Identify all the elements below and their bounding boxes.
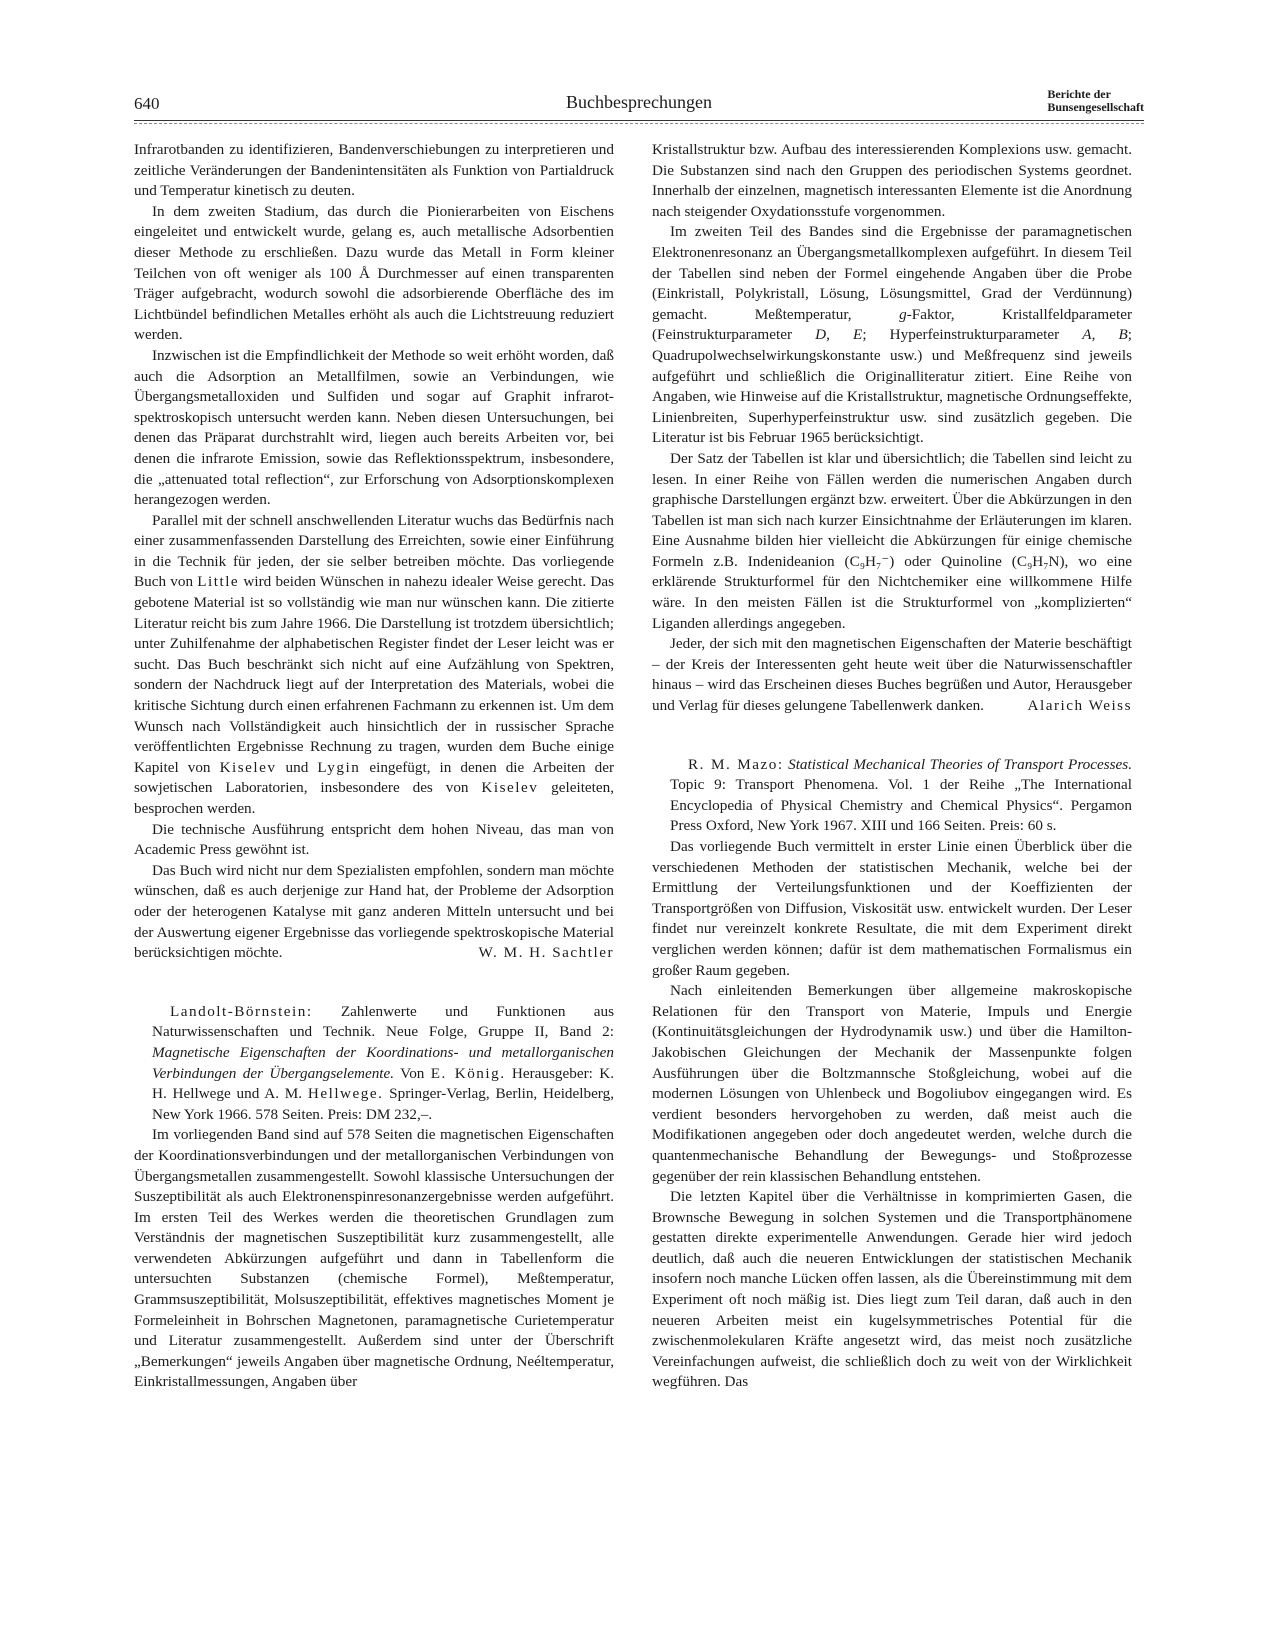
header-rule-dashed <box>134 123 1144 124</box>
review3-paragraph-2: Nach einleitenden Bemerkungen über allgemeine makroskopische Relationen für den Transport von Materie, Impuls und Energie (Kontinuitätsgleichungen der Hydrodynamik usw.) und über die Hamilton-Jakobischen Gleichungen der Mechanik der Massenpunkte folgen Ausführungen über die Boltzmannsche Stoßgleichung, wobei auf die modernen Lösungen von Uhlenbeck und Bogoliubov eingegangen wird. Es verdient besonders hervorgehoben zu werden, daß meist auch die Modifikationen angegeben oder doch angedeutet werden, welche durch die quantenmechanische Behandlung der Bewegungs- und Stoßprozesse gegenüber der rein klassischen Behandlung entstehen. <box>652 982 1132 1185</box>
review1-paragraph-5: Die technische Ausführung entspricht dem hohen Niveau, das man von Academic Press gewöhnt ist. <box>134 820 614 859</box>
review2-paragraph-4: Der Satz der Tabellen ist klar und übersichtlich; die Tabellen sind leicht zu lesen. In einer Reihe von Fällen werden die numerischen Angaben durch graphische Darstellungen ergänzt bzw. erweitert. Über die Abkürzungen in den Tabellen ist man sich nach kurzer Einsichtnahme der Erläuterungen im klaren. Eine Ausnahme bilden hier vielleicht die Abkürzungen für einige chemische Formeln z.B. Indenideanion (C₉H₇⁻) oder Quinoline (C₉H₇N), wo eine erklärende Strukturformel für den Nichtchemiker eine willkommene Hilfe wäre. In den meisten Fällen ist die Strukturformel von „komplizierten“ Liganden allerdings angegeben. <box>652 449 1132 632</box>
book-title: Magnetische Eigenschaften der Koordinations- und metallorganischen Verbindungen der Übergangselemente. <box>152 1043 614 1082</box>
author-name: Kiselev <box>481 779 539 797</box>
review2-reference: Landolt-Börnstein: Zahlenwerte und Funktionen aus Naturwissenschaften und Technik. Neue Folge, Gruppe II, Band 2: Magnetische Eigenschaften der Koordinations- und metallorganischen Verbindungen der Übergangselemente. Von E. König. Herausgeber: K. H. Hellwege und A. M. Hellwege. Springer-Verlag, Berlin, Heidelberg, New York 1966. 578 Seiten. Preis: DM 232,–. <box>152 1002 615 1123</box>
review1-paragraph-4: Parallel mit der schnell anschwellenden Literatur wuchs das Bedürfnis nach einer zusammenfassenden Darstellung des Erreichten, sowie einer Einführung in die Technik für jeden, der sie selber betreiben möchte. Das vorliegende Buch von Little wird beiden Wünschen in nahezu idealer Weise gerecht. Das gebotene Material ist so vollständig wie man nur wünschen kann. Die zitierte Literatur reicht bis zum Jahre 1966. Die Darstellung ist trotzdem übersichtlich; unter Zuhilfenahme der alphabetischen Register findet der Leser leicht was er sucht. Das Buch beschränkt sich nicht auf eine Aufzählung von Spektren, sondern der Nachdruck liegt auf der Interpretation des Materials, wobei die kritische Sichtung durch einen erfahrenen Fachmann zu erkennen ist. Um dem Wunsch nach Vollständigkeit auch hinsichtlich der in russischer Sprache veröffentlichten Ergebnisse Rechnung zu tragen, wurden dem Buche einige Kapitel von Kiselev und Lygin eingefügt, in denen die Arbeiten der sowjetischen Laboratorien, insbesondere des von Kiselev geleiteten, besprochen werden. <box>134 511 615 817</box>
review1-signature: W. M. H. Sachtler <box>478 944 614 962</box>
review2-paragraph-1: Im vorliegenden Band sind auf 578 Seiten die magnetischen Eigenschaften der Koordinationsverbindungen und der metallorganischen Verbindungen von Übergangsmetallen zusammengestellt. Sowohl klassische Untersuchungen der Suszeptibilität als auch Elektronenspinresonanzergebnisse werden aufgeführt. Im ersten Teil des Werkes werden die theoretischen Grundlagen zum Verständnis der magnetischen Suszeptibilität kurz zusammengestellt, alle verwendeten Abkürzungen aufgeführt und dann in Tabellenform die untersuchten Substanzen (chemische Formel), Meßtemperatur, Grammsuszeptibilität, Molsuszeptibilität, effektives magnetisches Moment je Formeleinheit in Bohrschen Magnetonen, paramagnetische Curietemperatur und Literatur zusammengestellt. Außerdem sind unter der Überschrift „Bemerkungen“ jeweils Angaben über magnetische Ordnung, Neéltemperatur, Einkristallmessungen, Angaben über <box>134 1126 614 1391</box>
journal-title-line1: Berichte der <box>1047 87 1111 101</box>
review1-paragraph-3: Inzwischen ist die Empfindlichkeit der Methode so weit erhöht worden, daß auch die Adsorption an Metallfilmen, sowie an Verbindungen, wie Übergangsmetalloxiden und Sulfiden und sogar auf Graphit infrarot-spektroskopisch untersucht werden kann. Neben diesen Untersuchungen, bei denen das Präparat durchstrahlt wird, liegen auch bereits Arbeiten vor, bei denen die infrarote Emission, sowie das Reflektionsspektrum, insbesondere, die „attenuated total reflection“, zur Erforschung von Adsorptionskomplexen herangezogen werden. <box>134 346 614 509</box>
book-title: Statistical Mechanical Theories of Transport Processes. <box>783 755 1133 773</box>
review1-paragraph-6: Das Buch wird nicht nur dem Spezialisten empfohlen, sondern man möchte wünschen, daß es auch derjenige zur Hand hat, der Probleme der Adsorption oder der heterogenen Katalyse mit ganz anderen Mitteln untersucht und bei der Auswertung eigener Ergebnisse das vorliegende spektroskopische Material berücksichtigen möchte. W. M. H. Sachtler <box>134 861 614 964</box>
review3-reference: R. M. Mazo: Statistical Mechanical Theories of Transport Processes. Topic 9: Transport Phenomena. Vol. 1 der Reihe „The International Encyclopedia of Physical Chemistry and Chemical Physics“. Pergamon Press Oxford, New York 1967. XIII und 166 Seiten. Preis: 60 s. <box>670 755 1133 835</box>
review2-paragraph-5: Jeder, der sich mit den magnetischen Eigenschaften der Materie beschäftigt – der Kreis der Interessenten geht heute weit über die Naturwissenschaftler hinaus – wird das Erscheinen dieses Buches begrüßen und Autor, Herausgeber und Verlag für dieses gelungene Tabellenwerk danken. Alarich Weiss <box>652 634 1132 716</box>
right-column <box>652 140 1132 1393</box>
left-column <box>134 140 614 1393</box>
journal-title <box>1047 88 1144 114</box>
author-name: Kiselev <box>219 758 277 776</box>
review2-signature: Alarich Weiss <box>1027 697 1132 715</box>
review2-paragraph-2: Kristallstruktur bzw. Aufbau des interessierenden Komplexions usw. gemacht. Die Substanzen sind nach den Gruppen des periodischen Systems geordnet. Innerhalb der einzelnen, magnetisch interessanten Elemente ist die Anordnung nach steigender Oxydationsstufe vorgenommen. <box>652 141 1132 220</box>
review3-paragraph-1: Das vorliegende Buch vermittelt in erster Linie einen Überblick über die verschiedenen Methoden der statistischen Mechanik, welche bei der Ermittlung der Verteilungsfunktionen und der Koeffizienten der Transportgrößen von Diffusion, Viskosität usw. entwickelt wurden. Der Leser findet nur vereinzelt konkrete Resultate, die mit dem Experiment direkt verglichen werden können; dafür ist dem mathematischen Formalismus ein großer Raum gegeben. <box>652 838 1132 979</box>
running-title: Buchbesprechungen <box>566 92 712 112</box>
page-number: 640 <box>134 94 160 113</box>
author-name: Lygin <box>317 758 361 776</box>
journal-title-line2: Bunsengesellschaft <box>1047 100 1144 114</box>
review2-paragraph-3: Im zweiten Teil des Bandes sind die Ergebnisse der paramagnetischen Elektronenresonanz an Übergangsmetallkomplexen aufgeführt. In diesem Teil der Tabellen sind neben der Formel eingehende Angaben über die Probe (Einkristall, Polykristall, Lösung, Lösungsmittel, Grad der Verdünnung) gemacht. Meßtemperatur, g-Faktor, Kristallfeldparameter (Feinstrukturparameter D, E; Hyperfeinstrukturparameter A, B; Quadrupolwechselwirkungskonstante usw.) und Meßfrequenz sind jeweils aufgeführt und schließlich die Originalliteratur zitiert. Eine Reihe von Angaben, wie Hinweise auf die Kristallstruktur, magnetische Ordnungseffekte, Linienbreiten, Superhyperfeinstruktur usw. sind zusätzlich gegeben. Die Literatur ist bis Februar 1965 berücksichtigt. <box>652 223 1133 447</box>
review1-paragraph-1: Infrarotbanden zu identifizieren, Bandenverschiebungen zu interpretieren und zeitliche Veränderungen der Bandenintensitäten als Funktion von Partialdruck und Temperatur kinetisch zu deuten. <box>134 141 614 200</box>
header-rule <box>134 120 1144 121</box>
author-name: Little <box>197 573 240 591</box>
page-header <box>134 88 1144 118</box>
review1-paragraph-2: In dem zweiten Stadium, das durch die Pionierarbeiten von Eischens eingeleitet und entwickelt wurde, gelang es, auch metallische Adsorbentien dieser Methode zu erschließen. Dazu wurde das Metall in Form kleiner Teilchen von oft weniger als 100 Å Durchmesser auf einen transparenten Träger aufgebracht, wodurch sowohl die adsorbierende Oberfläche des im Lichtbündel befindlichen Metalles erhöht als auch die Lichtstreuung reduziert werden. <box>134 202 614 344</box>
review3-paragraph-3: Die letzten Kapitel über die Verhältnisse in komprimierten Gasen, die Brownsche Bewegung in solchen Systemen und die Transportphänomene gestatten direkte experimentelle Anwendungen. Gerade hier wird jedoch deutlich, daß auch die neueren Entwicklungen der statistischen Mechanik insofern noch manche Lücken offen lassen, als die Übereinstimmung mit dem Experiment oft noch mäßig ist. Dies liegt zum Teil daran, daß auch in den neueren Arbeiten meist ein kugelsymmetrisches Potential für die zwischenmolekularen Kräfte angesetzt wird, das meist noch zusätzliche Vereinfachungen aufweist, die schließlich doch zu weit von der Wirklichkeit wegführen. Das <box>652 1188 1132 1391</box>
